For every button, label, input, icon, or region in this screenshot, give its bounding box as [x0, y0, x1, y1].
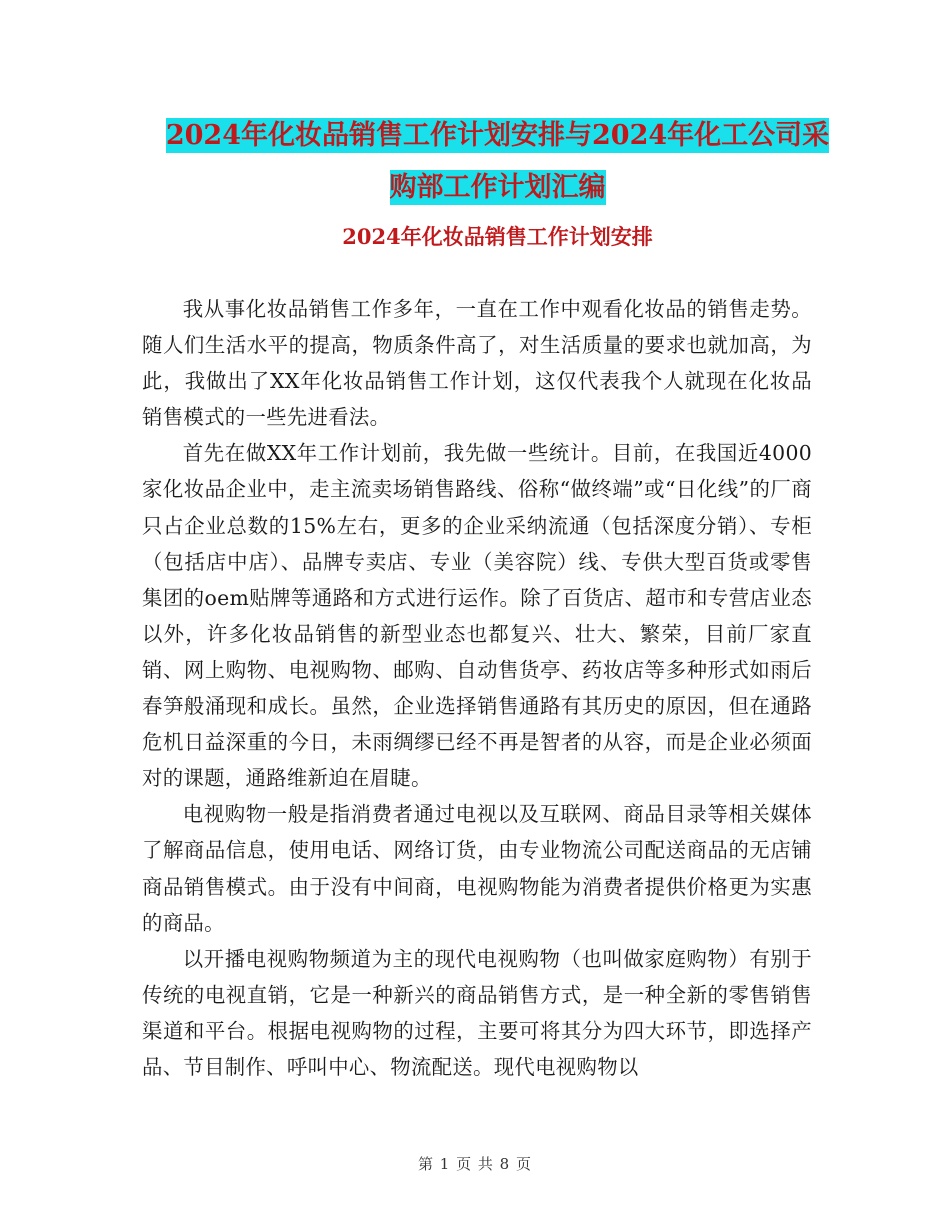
title-line-1: 2024年化妆品销售工作计划安排与2024年化工公司采 [165, 120, 830, 151]
paragraph-2: 首先在做XX年工作计划前，我先做一些统计。目前，在我国近4000家化妆品企业中，走主流卖场销售路线、俗称“做终端”或“日化线”的厂商只占企业总数的15%左右，更多的企业采纳流通（包括深度分销）、专柜（包括店中店）、品牌专卖店、专业（美容院）线、专供大型百货或零售集团的oem贴牌等通路和方式进行运作。除了百货店、超市和专营店业态以外，许多化妆品销售的新型业态也都复兴、壮大、繁荣，目前厂家直销、网上购物、电视购物、邮购、自动售货亭、药妆店等多种形式如雨后春笋般涌现和成长。虽然，企业选择销售通路有其历史的原因，但在通路危机日益深重的今日，未雨绸缪已经不再是智者的从容，而是企业必须面对的课题，通路维新迫在眉睫。 [142, 441, 812, 791]
paragraph-3: 电视购物一般是指消费者通过电视以及互联网、商品目录等相关媒体了解商品信息，使用电话、网络订货，由专业物流公司配送商品的无店铺商品销售模式。由于没有中间商，电视购物能为消费者提供价格更为实惠的商品。 [142, 802, 812, 935]
body-text [142, 291, 812, 1085]
title-line-2: 购部工作计划汇编 [389, 172, 606, 203]
section-title: 2024年化妆品销售工作计划安排 [342, 224, 653, 249]
paragraph-4: 以开播电视购物频道为主的现代电视购物（也叫做家庭购物）有别于传统的电视直销，它是一种新兴的商品销售方式，是一种全新的零售销售渠道和平台。根据电视购物的过程，主要可将其分为四大环节，即选择产品、节目制作、呼叫中心、物流配送。现代电视购物以 [142, 946, 812, 1079]
paragraph-1: 我从事化妆品销售工作多年，一直在工作中观看化妆品的销售走势。随人们生活水平的提高，物质条件高了，对生活质量的要求也就加高，为此，我做出了XX年化妆品销售工作计划，这仅代表我个人就现在化妆品销售模式的一些先进看法。 [142, 297, 812, 430]
document-title [140, 110, 855, 214]
page-footer: 第 1 页 共 8 页 [418, 1155, 532, 1173]
